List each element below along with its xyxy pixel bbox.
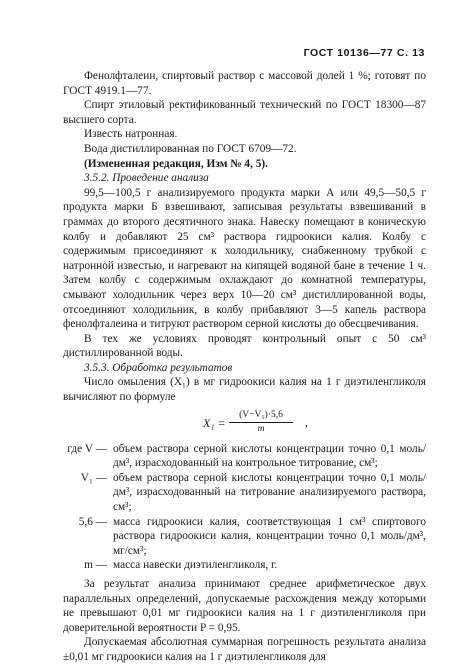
reagent-ethanol: Спирт этиловый ректификованный технический по ГОСТ 18300—87 высшего сорта. bbox=[63, 99, 426, 126]
definition-symbol: где V — bbox=[67, 442, 107, 455]
definition-item bbox=[63, 471, 426, 515]
definition-symbol: V₁ — bbox=[80, 471, 107, 484]
definition-text: объем раствора серной кислоты концентрации точно 0,1 моль/дм³, израсходованный на контрольное титрование, см³; bbox=[113, 442, 426, 470]
formula-lhs: X₁ = bbox=[203, 415, 226, 430]
reagent-phenolphthalein: Фенолфталеин, спиртовый раствор с массовой долей 1 %; готовят по ГОСТ 4919.1—77. bbox=[63, 70, 426, 97]
definition-text: объем раствора серной кислоты концентрации точно 0,1 моль/дм³, израсходованный на титрование анализируемого раствора, см³; bbox=[113, 471, 426, 514]
definition-symbol: m — bbox=[84, 559, 107, 572]
control-test-paragraph: В тех же условиях проводят контрольный опыт с 50 см³ дистиллированной воды. bbox=[63, 332, 426, 360]
formula-comma: , bbox=[305, 416, 308, 429]
result-paragraph: За результат анализа принимают среднее арифметическое двух параллельных определений, допускаемые расхождения между которыми не превышают 0,01 мг гидроокиси калия на 1 г диэтиленгликоля при доверительной вероятности P = 0,95. bbox=[63, 578, 426, 634]
section-3-5-2-paragraph: 99,5—100,5 г анализируемого продукта марки А или 49,5—50,5 г продукта марки Б взвешивают, записывая результаты взвешиваний в граммах до второго десятичного знака. Навеску помещают в коническую колбу и добавляют 25 см³ раствора гидроокиси калия. Колбу с содержимым присоединяют к холодильнику, снабженному трубкой с натронной известью, и нагревают на кипящей водяной бане в течение 1 ч. Затем колбу с содержимым охлаждают до комнатной температуры, смывают холодильник через верх 10—20 см³ дистиллированной воды, отсоединяют холодильник, в колбу прибавляют 3—5 капель раствора фенолфталеина и титруют раствором серной кислоты до обесцвечивания. bbox=[63, 186, 426, 331]
section-3-5-2-title: 3.5.2. Проведение анализа bbox=[84, 172, 209, 185]
formula-denominator: m bbox=[257, 423, 265, 434]
formula-definitions bbox=[63, 442, 426, 573]
definition-text: масса гидроокиси калия, соответствующая 1 см³ спиртового раствора гидроокиси калия, концентрации точно 0,1 моль/дм³, мг/см³; bbox=[113, 515, 426, 557]
definition-symbol: 5,6 — bbox=[78, 515, 107, 528]
section-3-5-3-title: 3.5.3. Обработка результатов bbox=[84, 361, 233, 374]
amendment-note: (Измененная редакция, Изм № 4, 5). bbox=[84, 157, 268, 170]
error-paragraph: Допускаемая абсолютная суммарная погрешность результата анализа ±0,01 мг гидроокиси калия на 1 г диэтиленгликоля для bbox=[63, 636, 426, 663]
section-3-5-3-paragraph: Число омыления (X₁) в мг гидроокиси калия на 1 г диэтиленгликоля вычисляют по формуле bbox=[63, 376, 426, 404]
formula-numerator: (V−V₁)·5,6 bbox=[229, 409, 293, 423]
definition-item bbox=[63, 442, 426, 471]
definition-item bbox=[63, 515, 426, 559]
reagent-soda-lime: Известь натронная. bbox=[84, 128, 178, 141]
document-body bbox=[63, 69, 426, 665]
page-header: ГОСТ 10136—77 С. 13 bbox=[303, 47, 425, 59]
definition-item bbox=[63, 558, 426, 573]
definition-text: масса навески диэтиленгликоля, г. bbox=[113, 559, 278, 572]
saponification-formula bbox=[63, 409, 426, 439]
formula-fraction bbox=[229, 409, 293, 435]
reagent-distilled-water: Вода дистиллированная по ГОСТ 6709—72. bbox=[84, 142, 297, 155]
